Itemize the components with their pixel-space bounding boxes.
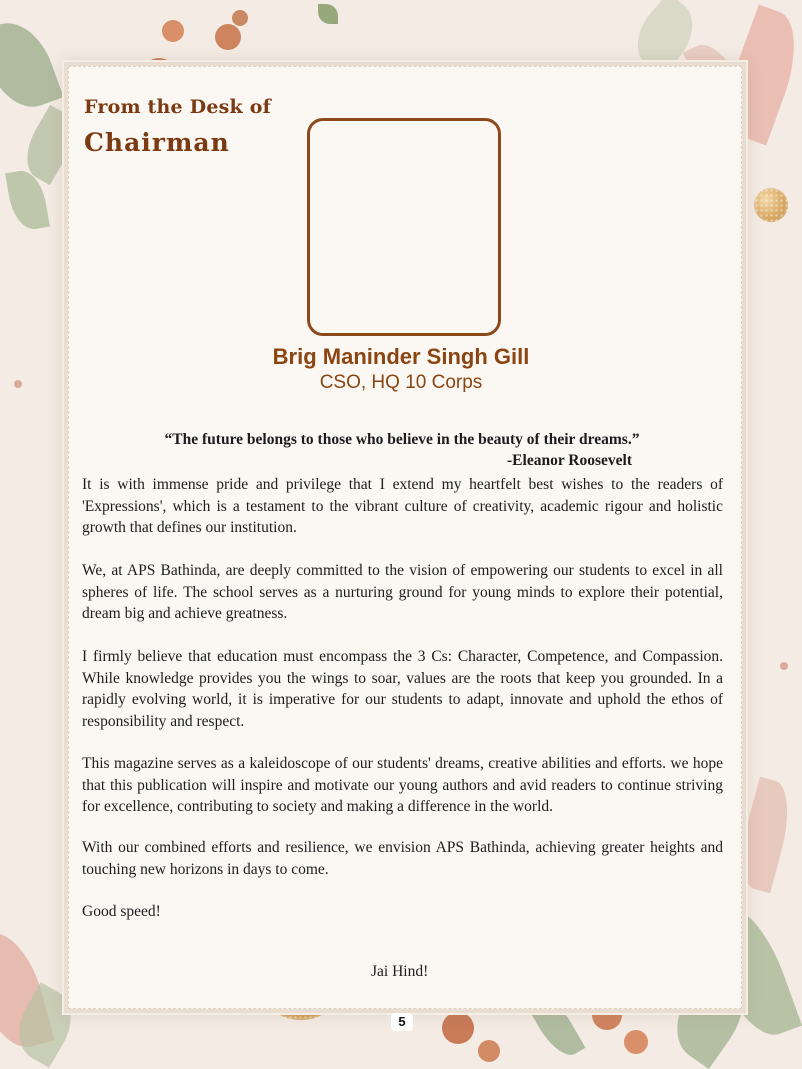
small-dot bbox=[780, 662, 788, 670]
photo-placeholder bbox=[307, 118, 501, 336]
paragraph: With our combined efforts and resilience, we envision APS Bathinda, achieving greater heights and touching new horizons in days to come. bbox=[82, 839, 723, 878]
page-title: Chairman bbox=[84, 128, 230, 157]
paragraph: I firmly believe that education must encompass the 3 Cs: Character, Competence, and Compassion. While knowledge provides you the wings to soar, values are the roots that keep you grounded. In a rapidly evolving world, it is imperative for our students to adapt, innovate and uphold the ethos of responsibility and respect. bbox=[82, 648, 723, 730]
person-designation: CSO, HQ 10 Corps bbox=[319, 372, 483, 393]
berry-decoration bbox=[215, 24, 241, 50]
paragraph: Good speed! bbox=[82, 903, 161, 920]
leaf-decoration bbox=[318, 4, 338, 24]
paragraph: We, at APS Bathinda, are deeply committed to the vision of empowering our students to excel in all spheres of life. The school serves as a nurturing ground for young minds to explore their potential, dream big and achieve greatness. bbox=[82, 562, 723, 622]
person-name: Brig Maninder Singh Gill bbox=[272, 344, 530, 369]
berry-decoration bbox=[442, 1012, 474, 1044]
sign-off: Jai Hind! bbox=[371, 963, 429, 980]
glitter-dot bbox=[754, 188, 788, 222]
desk-label: From the Desk of bbox=[84, 96, 271, 118]
berry-decoration bbox=[624, 1030, 648, 1054]
leaf-decoration bbox=[0, 12, 64, 117]
berry-decoration bbox=[162, 20, 184, 42]
quote-author: -Eleanor Roosevelt bbox=[507, 452, 632, 469]
paragraph: This magazine serves as a kaleidoscope of our students' dreams, creative abilities and efforts. we hope that this publication will inspire and motivate our young authors and avid readers to continue striving for excellence, contributing to society and making a difference in the world. bbox=[82, 755, 723, 815]
berry-decoration bbox=[478, 1040, 500, 1062]
berry-decoration bbox=[232, 10, 248, 26]
quote-text: “The future belongs to those who believe in the beauty of their dreams.” bbox=[164, 431, 640, 448]
paragraph: It is with immense pride and privilege that I extend my heartfelt best wishes to the readers of 'Expressions', which is a testament to the vibrant culture of creativity, academic rigour and holistic growth that defines our institution. bbox=[82, 476, 723, 536]
page-number: 5 bbox=[391, 1013, 413, 1031]
